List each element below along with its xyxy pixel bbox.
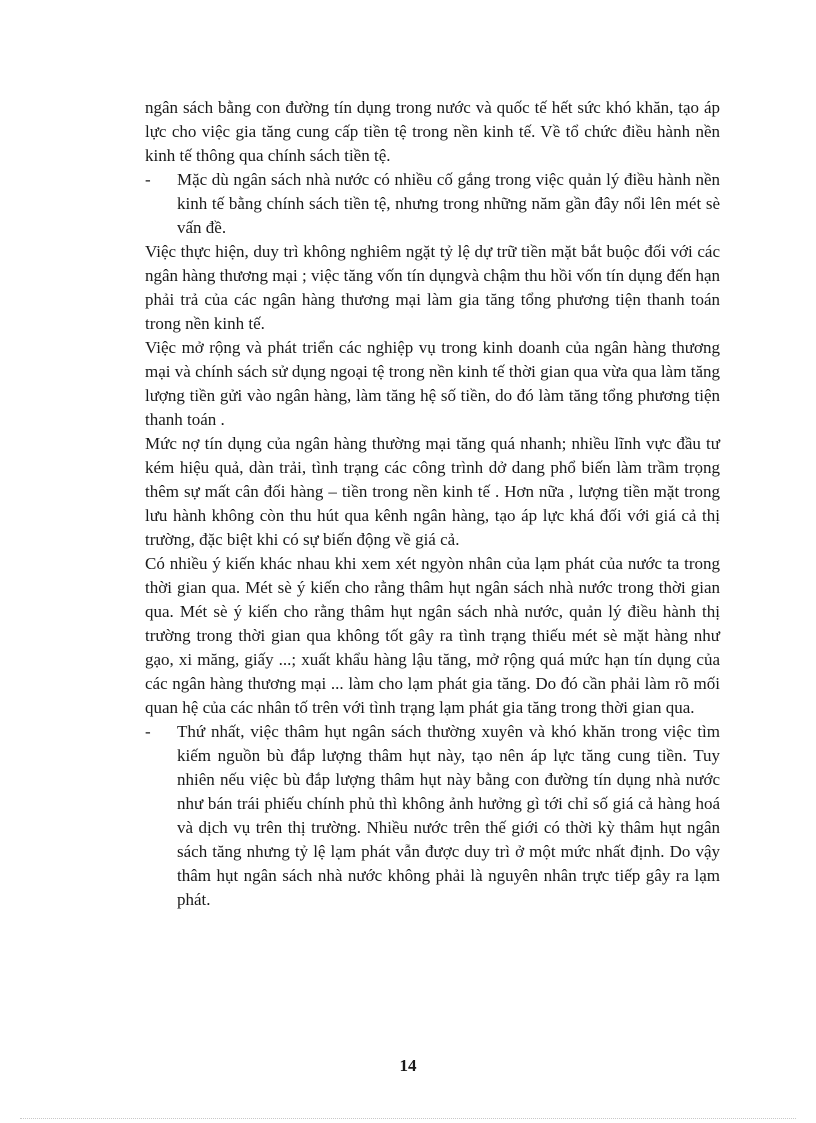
paragraph-6: Có nhiều ý kiến khác nhau khi xem xét ngyòn nhân của lạm phát của nước ta trong thời gian qua. Mét sè ý kiến cho rằng thâm hụt ngân sách nhà nước trong thời gian qua. Mét sè ý kiến cho rằng thâm hụt ngân sách nhà nước, quản lý điều hành thị trường trong thời gian qua không tốt gây ra tình trạng thiếu mét sè mặt hàng như gạo, xi măng, giấy ...; xuất khẩu hàng lậu tăng, mở rộng quá mức hạn tín dụng của các ngân hàng thương mại ... làm cho lạm phát gia tăng. Do đó cần phải làm rõ mối quan hệ của các nhân tố trên với tình trạng lạm phát gia tăng trong thời gian qua.	[145, 554, 720, 717]
paragraph-1: ngân sách bằng con đường tín dụng trong nước và quốc tế hết sức khó khăn, tạo áp lực cho việc gia tăng cung cấp tiền tệ trong nền kinh tế. Về tổ chức điều hành nền kinh tế thông qua chính sách tiền tệ.	[145, 98, 720, 165]
bullet-paragraph-2	[145, 720, 720, 912]
bullet-marker: -	[145, 722, 151, 741]
bullet-text: Thứ nhất, việc thâm hụt ngân sách thường xuyên và khó khăn trong việc tìm kiếm nguồn bù đắp lượng thâm hụt này, tạo nên áp lực tăng cung tiền. Tuy nhiên nếu việc bù đắp lượng thâm hụt này bằng con đường tín dụng nhà nước như bán trái phiếu chính phủ thì không ảnh hưởng gì tới chỉ số giá cả hàng hoá và dịch vụ trên thị trường. Nhiều nước trên thế giới có thời kỳ thâm hụt ngân sách tăng nhưng tỷ lệ lạm phát vẫn được duy trì ở một mức nhất định. Do vậy thâm hụt ngân sách nhà nước không phải là nguyên nhân trực tiếp gây ra lạm phát.	[177, 722, 720, 909]
footer-divider	[20, 1118, 796, 1119]
paragraph-3: Việc thực hiện, duy trì không nghiêm ngặt tỷ lệ dự trữ tiền mặt bắt buộc đối với các ngân hàng thương mại ; việc tăng vốn tín dụngvà chậm thu hồi vốn tín dụng đến hạn phải trả của các ngân hàng thương mại làm gia tăng tổng phương tiện thanh toán trong nền kinh tế.	[145, 242, 720, 333]
paragraph-4: Việc mở rộng và phát triển các nghiệp vụ trong kinh doanh của ngân hàng thương mại và chính sách sử dụng ngoại tệ trong nền kinh tế thời gian qua vừa qua làm tăng lượng tiền gửi vào ngân hàng, làm tăng hệ số tiền, do đó làm tăng tổng phương tiện thanh toán .	[145, 338, 720, 429]
bullet-text: Mặc dù ngân sách nhà nước có nhiều cố gắng trong việc quản lý điều hành nền kinh tế bằng chính sách tiền tệ, nhưng trong những năm gần đây nổi lên mét sè vấn đề.	[177, 170, 720, 237]
document-body	[145, 96, 720, 912]
paragraph-5: Mức nợ tín dụng của ngân hàng thường mại tăng quá nhanh; nhiều lĩnh vực đầu tư kém hiệu quả, dàn trải, tình trạng các công trình dở dang phổ biến làm trầm trọng thêm sự mất cân đối hàng – tiền trong nền kinh tế . Hơn nữa , lượng tiền mặt trong lưu hành không còn thu hút qua kênh ngân hàng, tạo áp lực khá đối với giá cả thị trường, đặc biệt khi có sự biến động về giá cả.	[145, 434, 720, 549]
bullet-paragraph-1	[145, 168, 720, 240]
bullet-marker: -	[145, 170, 151, 189]
page-number: 14	[399, 1056, 417, 1075]
